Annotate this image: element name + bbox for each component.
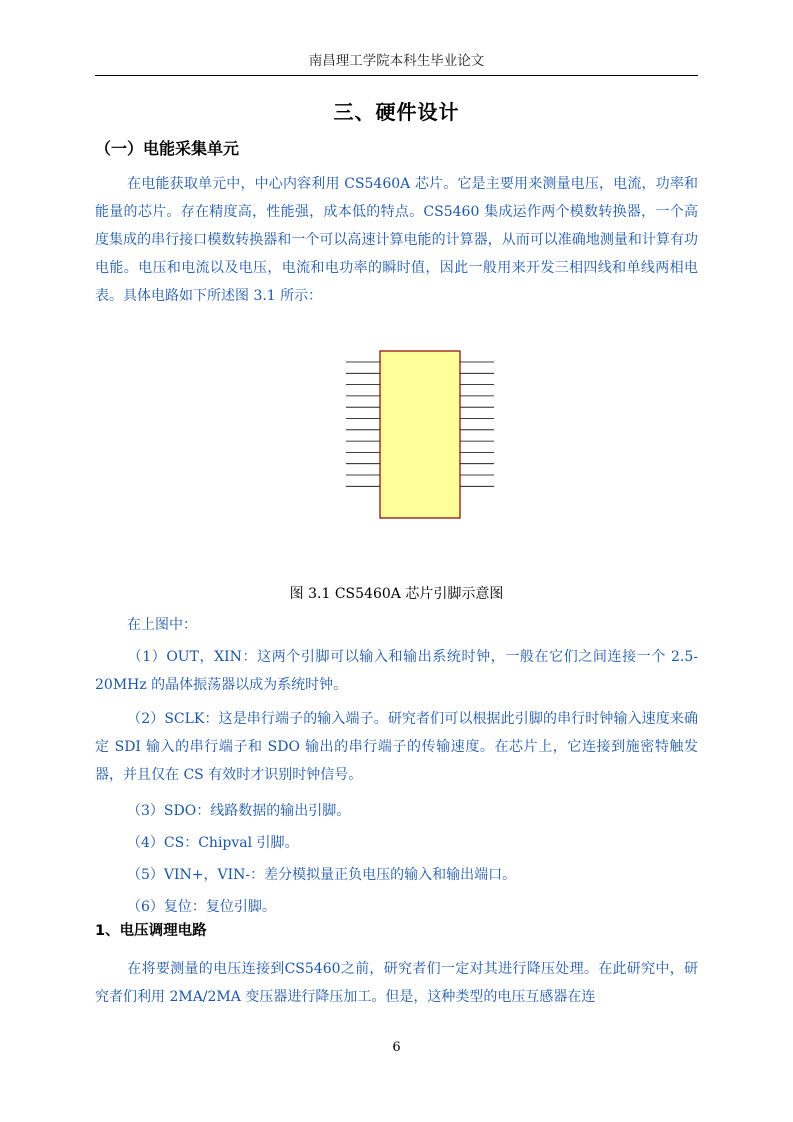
pin-item-6 [95, 893, 698, 921]
left-pins [346, 362, 380, 486]
chip-body [380, 351, 460, 518]
running-header: 南昌理工学院本科生毕业论文 [308, 53, 485, 69]
pin-item-4 [95, 829, 698, 857]
pin-item-3 [95, 797, 698, 825]
pin-intro-text: 在上图中： [127, 617, 197, 633]
pin-item-5 [95, 861, 698, 889]
pin-item-text: （4）CS：Chipval 引脚。 [127, 835, 299, 851]
section-heading: （一）电能采集单元 [95, 139, 240, 158]
chapter-title: 三、硬件设计 [333, 100, 460, 124]
pin-intro [95, 611, 698, 639]
figure-caption: 图 3.1 CS5460A 芯片引脚示意图 [289, 586, 504, 602]
voltage-text: 在将要测量的电压连接到CS5460之前，研究者们一定对其进行降压处理。在此研究中，研究者们利用 2MA/2MA 变压器进行降压加工。但是，这种类型的电压互感器在连 [95, 961, 698, 1005]
intro-paragraph [95, 170, 698, 310]
pin-item-text: （1）OUT，XIN：这两个引脚可以输入和输出系统时钟，一般在它们之间连接一个 2.5-20MHz 的晶体振荡器以成为系统时钟。 [95, 649, 698, 693]
voltage-paragraph [95, 955, 698, 1011]
intro-text: 在电能获取单元中，中心内容利用 CS5460A 芯片。它是主要用来测量电压，电流，功率和能量的芯片。存在精度高，性能强，成本低的特点。CS5460 集成运作两个模数转换器，一个高度集成的串行接口模数转换器和一个可以高速计算电能的计算器，从而可以准确地测量和计算有功电能。电压和电流以及电压，电流和电功率的瞬时值，因此一般用来开发三相四线和单线两相电表。具体电路如下所述图 3.1 所示： [95, 176, 698, 304]
pin-item-text: （2）SCLK：这是串行端子的输入端子。研究者们可以根据此引脚的串行时钟输入速度来确定 SDI 输入的串行端子和 SDO 输出的串行端子的传输速度。在芯片上，它连接到施密特触发器，并且仅在 CS 有效时才识别时钟信号。 [95, 711, 698, 783]
pin-item-1 [95, 643, 698, 699]
pin-item-text: （5）VIN+，VIN-：差分模拟量正负电压的输入和输出端口。 [127, 867, 517, 883]
cs5460a-chip-diagram [344, 348, 496, 520]
right-pins [460, 362, 494, 486]
pin-item-text: （3）SDO：线路数据的输出引脚。 [127, 803, 351, 819]
header-divider [95, 75, 698, 76]
pin-item-text: （6）复位：复位引脚。 [127, 899, 276, 915]
page-number: 6 [392, 1040, 401, 1055]
pin-item-2 [95, 705, 698, 789]
sub-heading: 1、电压调理电路 [95, 923, 207, 939]
